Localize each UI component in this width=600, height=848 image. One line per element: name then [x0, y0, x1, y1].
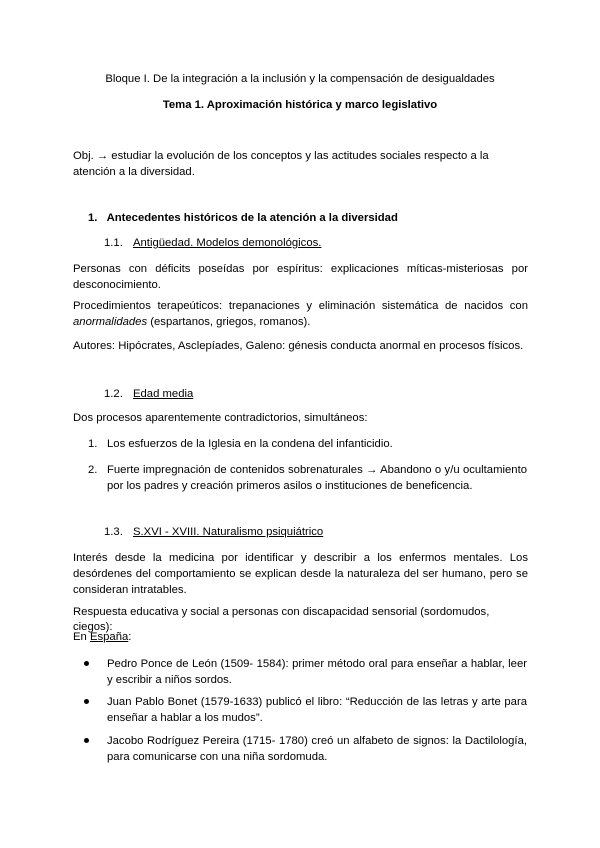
bullet-text: Pedro Ponce de León (1509- 1584): primer método oral para enseñar a hablar, leer y escribir a niños sordos. — [107, 658, 527, 686]
section-1-number: 1. — [88, 212, 98, 224]
subsection-1-2-number: 1.2. — [104, 388, 123, 400]
list-item-marker: 1. — [88, 438, 98, 450]
list-item — [88, 462, 527, 494]
bullet-dot-icon — [84, 661, 89, 666]
subsection-1-3-number: 1.3. — [104, 526, 123, 538]
subsection-1-2-intro: Dos procesos aparentemente contradictorios, simultáneos: — [73, 412, 368, 424]
paragraph-2-italic-term: anormalidades — [73, 316, 148, 328]
bullet-dot-icon — [84, 738, 89, 743]
list-item-text: Los esfuerzos de la Iglesia en la condena del infanticidio. — [107, 438, 393, 450]
objective-paragraph: Obj. → estudiar la evolución de los conceptos y las actitudes sociales respecto a la atención a la diversidad. — [73, 150, 489, 178]
subsection-1-1-paragraph-1: Personas con déficits poseídas por espíritus: explicaciones míticas-misteriosas por desconocimiento. — [73, 263, 528, 291]
paragraph-2-text-end: (espartanos, griegos, romanos). — [147, 316, 311, 328]
subsection-1-3-paragraph-2: Respuesta educativa y social a personas con discapacidad sensorial (sordomudos, ciegos): — [73, 606, 490, 633]
section-1-title: Antecedentes históricos de la atención a la diversidad — [106, 212, 398, 224]
spain-label-line — [73, 630, 528, 645]
page-title: Tema 1. Aproximación histórica y marco legislativo — [162, 99, 438, 111]
list-item — [88, 437, 527, 452]
spain-label: España — [89, 631, 129, 643]
bullet-dot-icon — [84, 699, 89, 704]
bullet-item — [107, 694, 527, 726]
subsection-1-1-heading — [104, 236, 321, 251]
subsection-1-3-heading — [104, 525, 323, 540]
section-1-heading — [88, 211, 398, 226]
subsection-1-2-title: Edad media — [132, 388, 194, 400]
subsection-1-3-paragraph-1: Interés desde la medicina por identificar y describir a los enfermos mentales. Los desórdenes del comportamiento se explican desde la naturaleza del ser humano, pero se consideran intratables. — [73, 552, 528, 596]
list-item-text: Fuerte impregnación de contenidos sobrenaturales → Abandono o y/u ocultamiento por los padres y creación primeros asilos o instituciones de beneficencia. — [107, 464, 527, 492]
bullet-text: Juan Pablo Bonet (1579-1633) publicó el libro: “Reducción de las letras y arte para enseñar a hablar a los mudos”. — [107, 696, 527, 724]
subsection-1-1-paragraph-3: Autores: Hipócrates, Asclepíades, Galeno: génesis conducta anormal en procesos físicos. — [73, 340, 524, 352]
list-item-marker: 2. — [88, 464, 98, 476]
paragraph-2-text-start: Procedimientos terapeúticos: trepanaciones y eliminación sistemática de nacidos con — [73, 300, 528, 312]
spain-suffix: : — [128, 631, 132, 643]
subsection-1-2-heading — [104, 387, 193, 402]
subsection-1-1-title: Antigüedad. Modelos demonológicos. — [132, 237, 322, 249]
bullet-item — [107, 656, 527, 688]
bullet-item — [107, 733, 527, 765]
subsection-1-1-number: 1.1. — [104, 237, 123, 249]
block-heading: Bloque I. De la integración a la inclusión y la compensación de desigualdades — [105, 73, 495, 85]
bullet-text: Jacobo Rodríguez Pereira (1715- 1780) creó un alfabeto de signos: la Dactilología, para comunicarse con una niña sordomuda. — [107, 735, 527, 763]
subsection-1-1-paragraph-2 — [73, 298, 528, 330]
spain-prefix: En — [73, 631, 90, 643]
subsection-1-3-title: S.XVI - XVIII. Naturalismo psiquiátrico — [132, 526, 324, 538]
